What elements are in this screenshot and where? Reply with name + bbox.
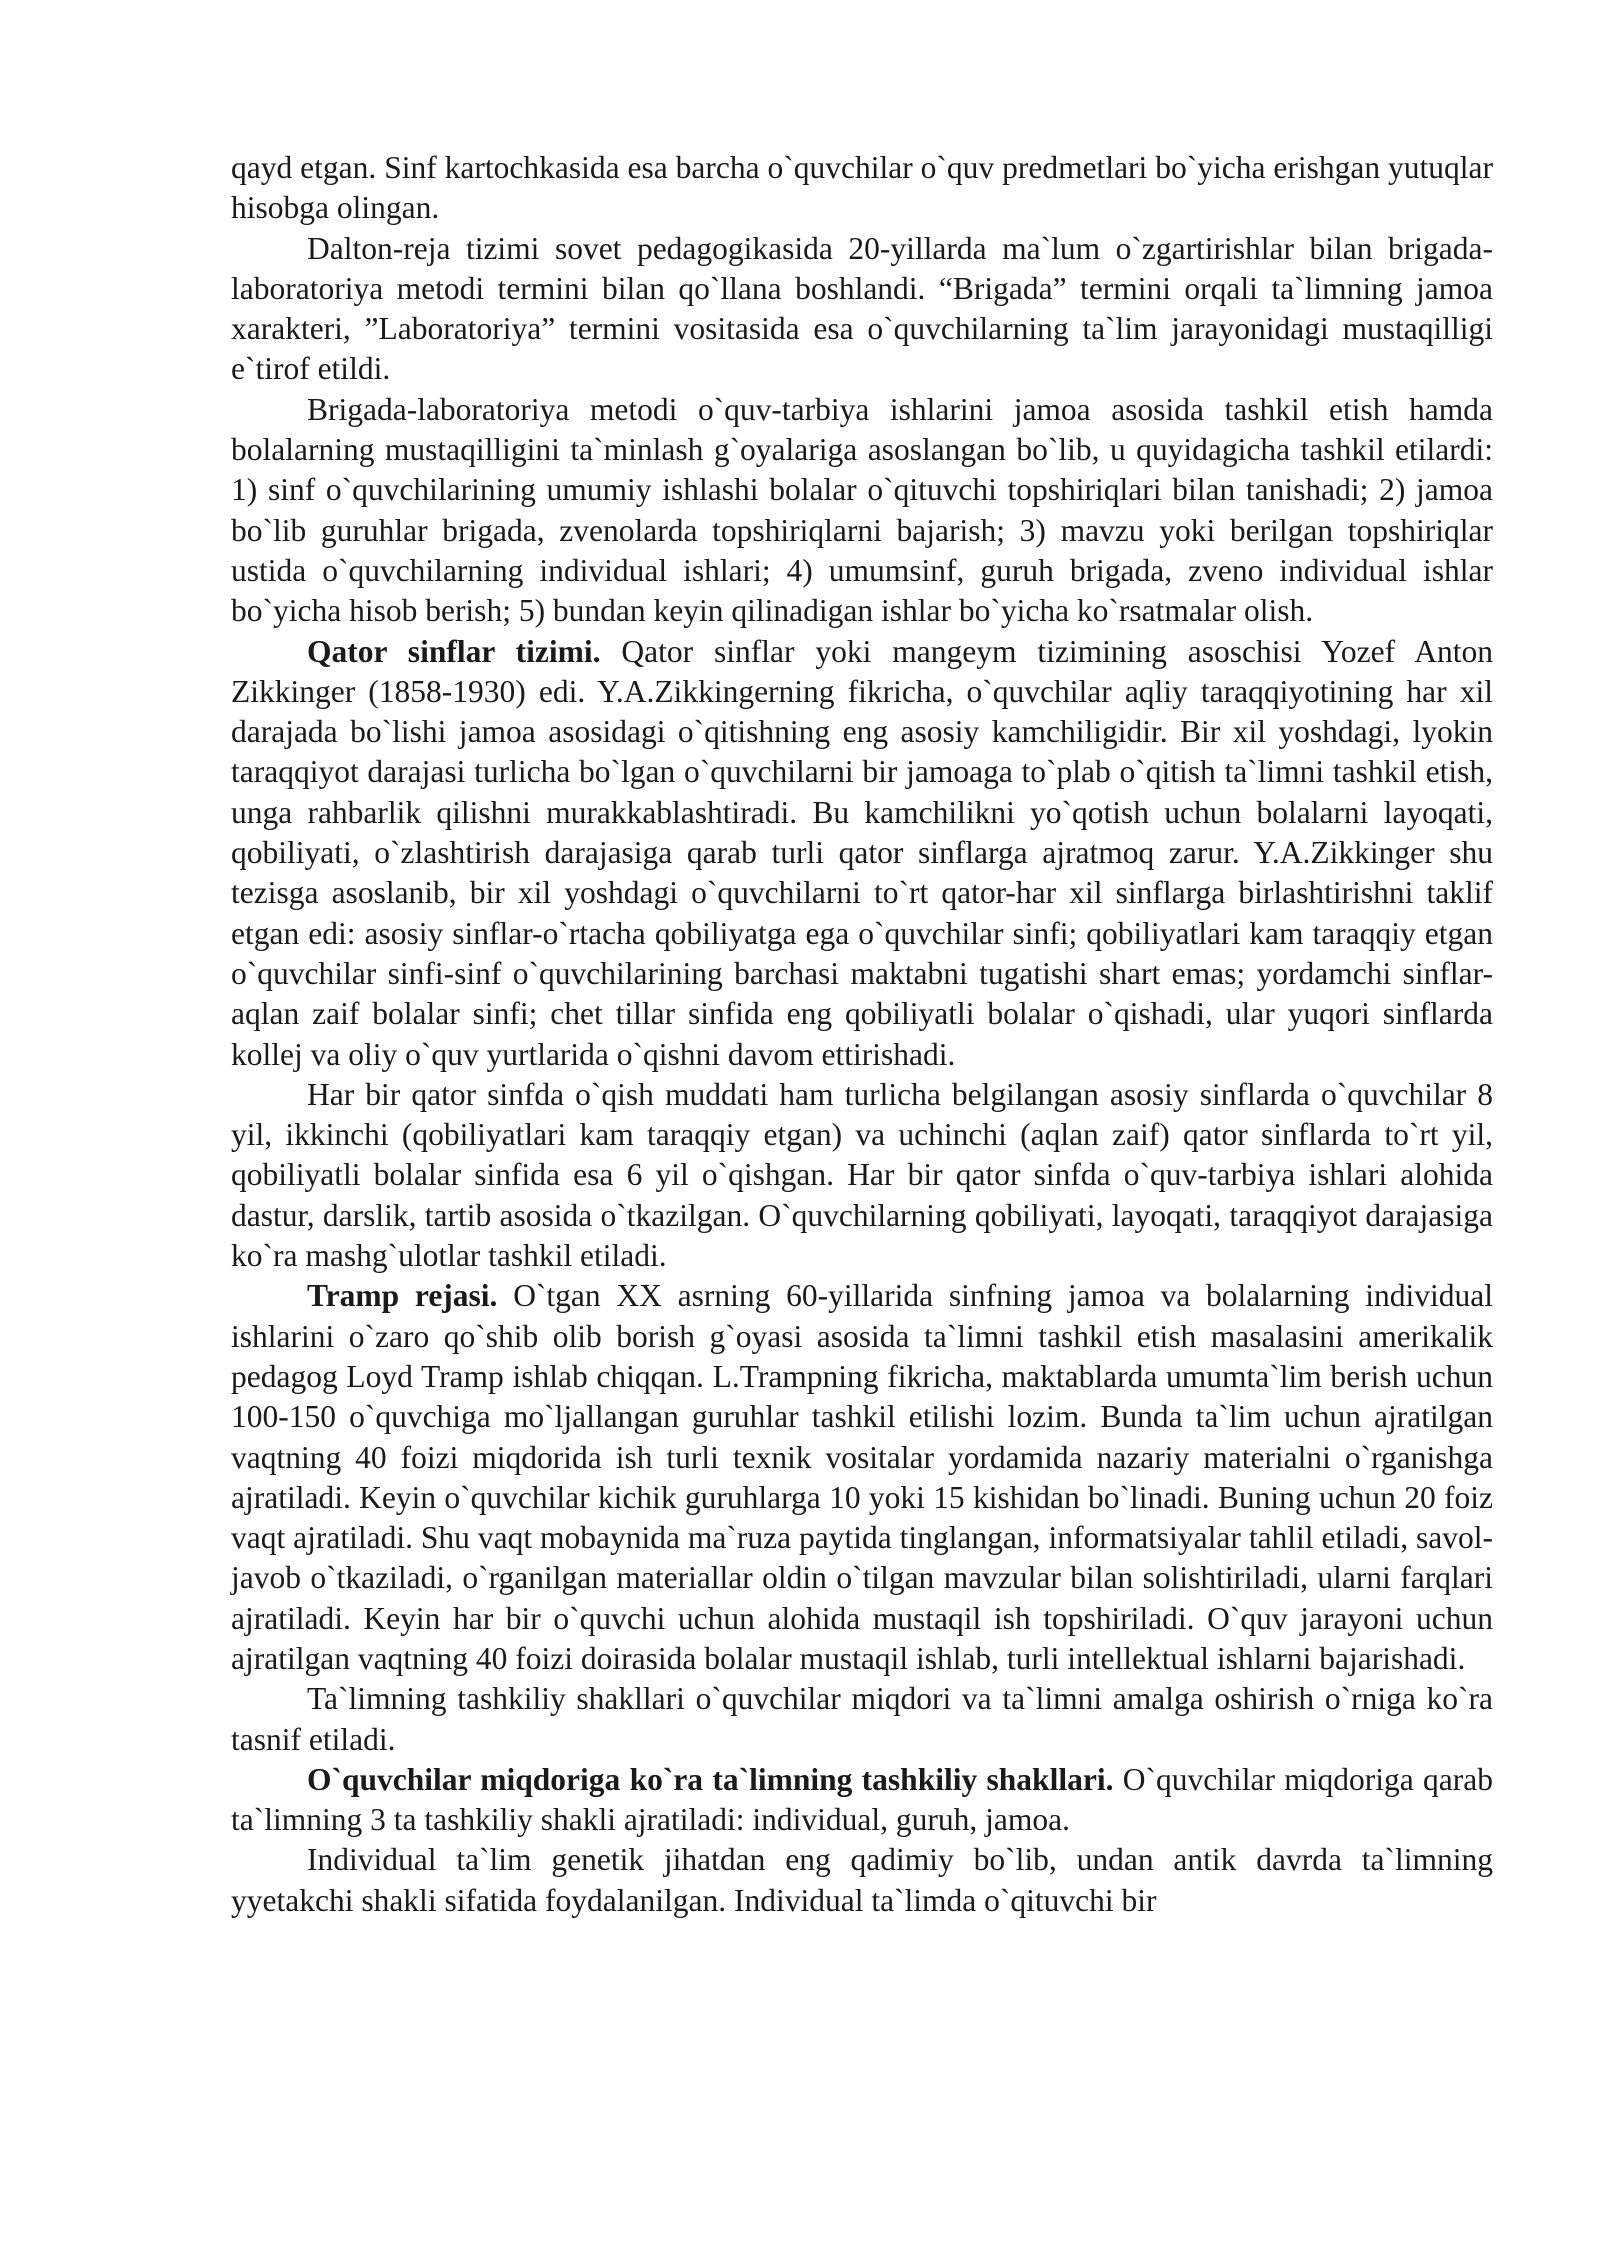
paragraph-text: O`quvchilar miqdoriga qarab ta`limning 3 ta tashkiliy shakli ajratiladi: individual, guruh, jamoa. — [231, 1761, 1493, 1838]
paragraph-brigada-laboratoriya — [231, 390, 1493, 632]
paragraph-qator-sinflar — [231, 632, 1493, 1075]
paragraph-text: Dalton-reja tizimi sovet pedagogikasida 20-yillarda ma`lum o`zgartirishlar bilan brigada-laboratoriya metodi termini bilan qo`llana boshlandi. “Brigada” termini orqali ta`limning jamoa xarakteri, ”Laboratoriya” termini vositasida esa o`quvchilarning ta`lim jarayonidagi mustaqilligi e`tirof etildi. — [231, 230, 1493, 387]
paragraph-individual-talim — [231, 1840, 1493, 1921]
paragraph-text: Brigada-laboratoriya metodi o`quv-tarbiya ishlarini jamoa asosida tashkil etish hamda bolalarning mustaqilligini ta`minlash g`oyalariga asoslangan bo`lib, u quyidagicha tashkil etilardi: 1) sinf o`quvchilarining umumiy ishlashi bolalar o`qituvchi topshiriqlari bilan tanishadi; 2) jamoa bo`lib guruhlar brigada, zvenolarda topshiriqlarni bajarish; 3) mavzu yoki berilgan topshiriqlar ustida o`quvchilarning individual ishlari; 4) umumsinf, guruh brigada, zveno individual ishlar bo`yicha hisob berish; 5) bundan keyin qilinadigan ishlar bo`yicha ko`rsatmalar olish. — [231, 391, 1493, 629]
paragraph-text: Qator sinflar yoki mangeym tizimining asoschisi Yozef Anton Zikkinger (1858-1930) edi. Y.A.Zikkingerning fikricha, o`quvchilar aqliy taraqqiyotining har xil darajada bo`lishi jamoa asosidagi o`qitishning eng asosiy kamchiligidir. Bir xil yoshdagi, lyokin taraqqiyot darajasi turlicha bo`lgan o`quvchilarni bir jamoaga to`plab o`qitish ta`limni tashkil etish, unga rahbarlik qilishni murakkablashtiradi. Bu kamchilikni yo`qotish uchun bolalarni layoqati, qobiliyati, o`zlashtirish darajasiga qarab turli qator sinflarga ajratmoq zarur. Y.A.Zikkinger shu tezisga asoslanib, bir xil yoshdagi o`quvchilarni to`rt qator-har xil sinflarga birlashtirishni taklif etgan edi: asosiy sinflar-o`rtacha qobiliyatga ega o`quvchilar sinfi; qobiliyatlari kam taraqqiy etgan o`quvchilar sinfi-sinf o`quvchilarining barchasi maktabni tugatishi shart emas; yordamchi sinflar-aqlan zaif bolalar sinfi; chet tillar sinfida eng qobiliyatli bolalar o`qishadi, ular yuqori sinflarda kollej va oliy o`quv yurtlarida o`qishni davom ettirishadi. — [231, 633, 1493, 1072]
paragraph-text: Individual ta`lim genetik jihatdan eng qadimiy bo`lib, undan antik davrda ta`limning yyetakchi shakli sifatida foydalanilgan. Individual ta`limda o`qituvchi bir — [231, 1842, 1493, 1918]
paragraph-oqish-muddati — [231, 1075, 1493, 1276]
section-heading: O`quvchilar miqdoriga ko`ra ta`limning tashkiliy shakllari. — [307, 1761, 1114, 1797]
paragraph-text: O`tgan XX asrning 60-yillarida sinfning jamoa va bolalarning individual ishlarini o`zaro qo`shib olib borish g`oyasi asosida ta`limni tashkil etish masalasini amerikalik pedagog Loyd Tramp ishlab chiqqan. L.Trampning fikricha, maktablarda umumta`lim berish uchun 100-150 o`quvchiga mo`ljallangan guruhlar tashkil etilishi lozim. Bunda ta`lim uchun ajratilgan vaqtning 40 foizi miqdorida ish turli texnik vositalar yordamida nazariy materialni o`rganishga ajratiladi. Keyin o`quvchilar kichik guruhlarga 10 yoki 15 kishidan bo`linadi. Buning uchun 20 foiz vaqt ajratiladi. Shu vaqt mobaynida ma`ruza paytida tinglangan, informatsiyalar tahlil etiladi, savol-javob o`tkaziladi, o`rganilgan materiallar oldin o`tilgan mavzular bilan solishtiriladi, ularni farqlari ajratiladi. Keyin har bir o`quvchi uchun alohida mustaqil ish topshiriladi. O`quv jarayoni uchun ajratilgan vaqtning 40 foizi doirasida bolalar mustaqil ishlab, turli intellektual ishlarni bajarishadi. — [231, 1278, 1493, 1676]
document-page — [231, 148, 1493, 1921]
paragraph-text: qayd etgan. Sinf kartochkasida esa barcha o`quvchilar o`quv predmetlari bo`yicha erishgan yutuqlar hisobga olingan. — [231, 150, 1493, 226]
paragraph-tashkiliy-shakllar — [231, 1679, 1493, 1760]
paragraph-tramp-rejasi — [231, 1276, 1493, 1679]
paragraph-text: Ta`limning tashkiliy shakllari o`quvchilar miqdori va ta`limni amalga oshirish o`rniga ko`ra tasnif etiladi. — [231, 1681, 1493, 1757]
section-heading: Qator sinflar tizimi. — [307, 633, 601, 669]
paragraph-text: Har bir qator sinfda o`qish muddati ham turlicha belgilangan asosiy sinflarda o`quvchilar 8 yil, ikkinchi (qobiliyatlari kam taraqqiy etgan) va uchinchi (aqlan zaif) qator sinflarda to`rt yil, qobiliyatli bolalar sinfida esa 6 yil o`qishgan. Har bir qator sinfda o`quv-tarbiya ishlari alohida dastur, darslik, tartib asosida o`tkazilgan. O`quvchilarning qobiliyati, layoqati, taraqqiyot darajasiga ko`ra mashg`ulotlar tashkil etiladi. — [231, 1076, 1493, 1274]
paragraph-oquvchilar-miqdori — [231, 1760, 1493, 1841]
paragraph-continuation — [231, 148, 1493, 229]
section-heading: Tramp rejasi. — [307, 1278, 498, 1314]
paragraph-dalton-reja — [231, 229, 1493, 390]
